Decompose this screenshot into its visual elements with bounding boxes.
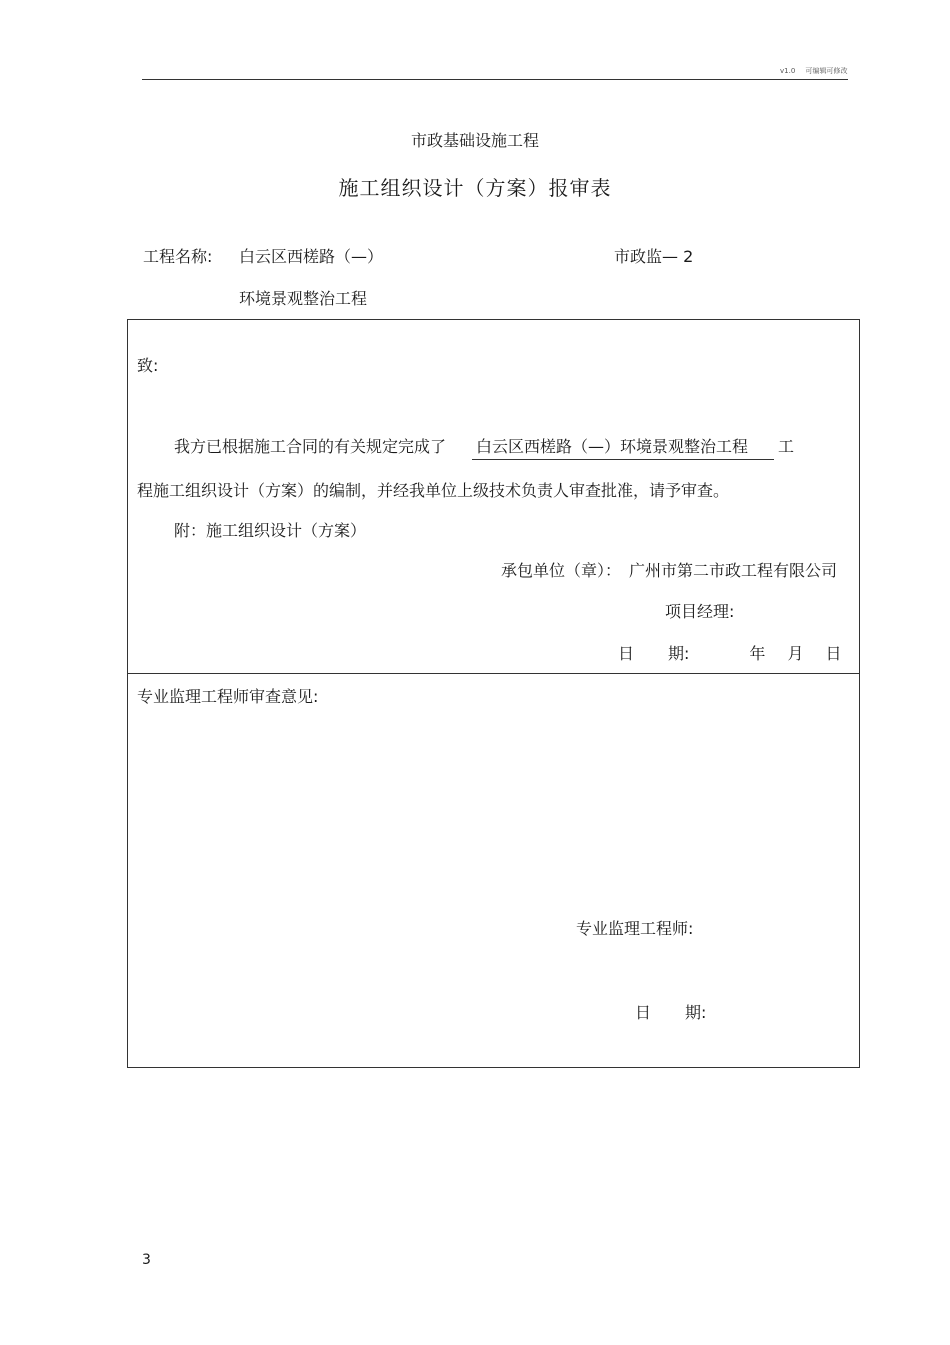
page-number: 3 bbox=[142, 1252, 151, 1268]
supervising-engineer-label: 专业监理工程师: bbox=[576, 919, 694, 938]
version-label: v1.0 bbox=[780, 67, 796, 75]
document-subtitle: 市政基础设施工程 bbox=[410, 131, 539, 150]
date-qi: 期: bbox=[668, 644, 690, 663]
project-name-label: 工程名称: bbox=[143, 247, 213, 266]
contractor-label: 承包单位（章）： bbox=[500, 561, 621, 580]
submission-body-line1 bbox=[174, 434, 794, 460]
submission-body-line2: 程施工组织设计（方案）的编制，并经我单位上级技术负责人审查批准，请予审查。 bbox=[137, 481, 730, 500]
project-manager-label: 项目经理: bbox=[665, 602, 735, 621]
project-name-line2: 环境景观整治工程 bbox=[239, 289, 368, 308]
header-note bbox=[780, 66, 848, 76]
date-year: 年 bbox=[749, 644, 766, 663]
attachment-line: 附：施工组织设计（方案） bbox=[174, 521, 367, 540]
project-name-line1: 白云区西槎路（—） bbox=[239, 247, 384, 266]
editable-note: 可编辑可修改 bbox=[805, 67, 848, 75]
date-ri: 日 bbox=[618, 644, 635, 663]
approval-form bbox=[127, 319, 860, 1068]
document-title: 施工组织设计（方案）报审表 bbox=[338, 176, 612, 200]
review-opinion-label: 专业监理工程师审查意见: bbox=[137, 687, 319, 706]
date-month: 月 bbox=[787, 644, 804, 663]
body-project-name: 白云区西槎路（—）环境景观整治工程 bbox=[472, 434, 774, 460]
addressee-label: 致: bbox=[137, 356, 159, 375]
form-code: 市政监— 2 bbox=[614, 247, 694, 266]
submission-date-line bbox=[618, 641, 841, 664]
date-day: 日 bbox=[825, 644, 842, 663]
contractor-name: 广州市第二市政工程有限公司 bbox=[628, 561, 837, 580]
contractor-line bbox=[501, 558, 837, 581]
review-date-qi: 期: bbox=[685, 1003, 707, 1022]
header-rule bbox=[142, 79, 848, 80]
body-prefix: 我方已根据施工合同的有关规定完成了 bbox=[174, 437, 447, 456]
review-date-ri: 日 bbox=[635, 1003, 652, 1022]
body-suffix: 工 bbox=[778, 437, 795, 456]
section-divider bbox=[128, 673, 859, 674]
review-date-line bbox=[635, 1000, 706, 1023]
